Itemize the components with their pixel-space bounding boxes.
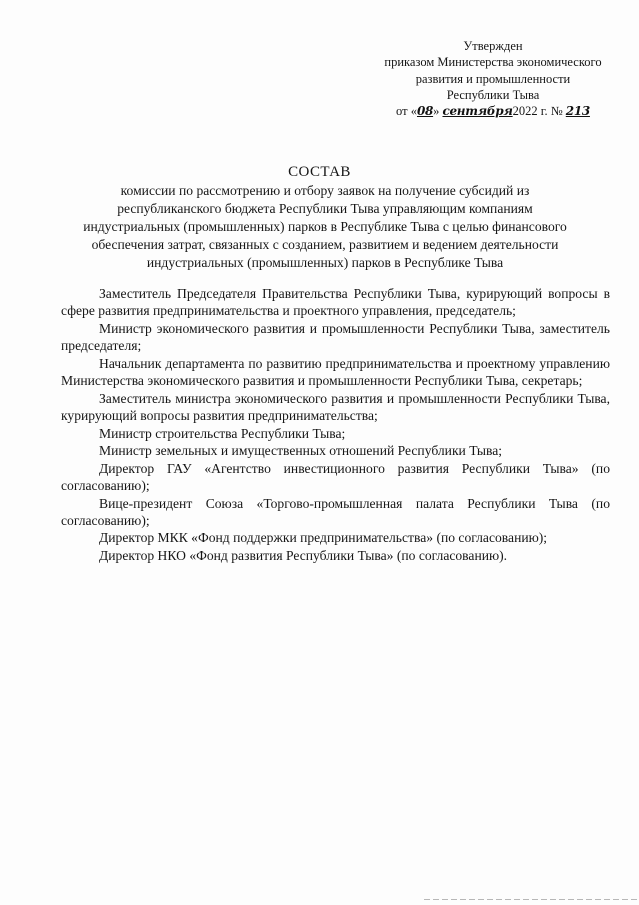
commission-members-list xyxy=(61,285,610,564)
subtitle-line: индустриальных (промышленных) парков в Республике Тыва с целью финансового xyxy=(83,219,567,234)
handwritten-day: 08 xyxy=(416,104,434,119)
approval-block xyxy=(360,38,626,119)
member-deputy-minister: Заместитель министра экономического развития и промышленности Республики Тыва, курирующий вопросы развития предпринимательства; xyxy=(61,390,610,424)
subtitle-line: обеспечения затрат, связанных с созданием, развитием и ведением деятельности xyxy=(91,237,559,252)
subtitle-line: республиканского бюджета Республики Тыва управляющим компаниям xyxy=(117,201,533,216)
scan-artifact-line xyxy=(424,899,639,900)
member-deputy-chairman: Министр экономического развития и промышленности Республики Тыва, заместитель председателя; xyxy=(61,320,610,354)
date-prefix: от « xyxy=(396,104,417,119)
subtitle-line: комиссии по рассмотрению и отбору заявок на получение субсидий из xyxy=(120,183,530,198)
approval-date-line xyxy=(360,103,626,119)
member-development-fund-director: Директор НКО «Фонд развития Республики Тыва» (по согласованию). xyxy=(99,547,508,563)
member-chairman: Заместитель Председателя Правительства Республики Тыва, курирующий вопросы в сфере развития предпринимательства и проектного управления, председатель; xyxy=(61,286,610,319)
subtitle-line: индустриальных (промышленных) парков в Республике Тыва xyxy=(146,255,504,270)
year-and-number-label: 2022 г. № xyxy=(512,104,566,119)
handwritten-order-number: 213 xyxy=(565,104,590,119)
document-title: СОСТАВ xyxy=(288,164,351,180)
member-support-fund-director: Директор МКК «Фонд поддержки предпринимательства» (по согласованию); xyxy=(99,530,548,546)
member-chamber-vice-president: Вице-президент Союза «Торгово-промышленная палата Республики Тыва (по согласованию); xyxy=(61,495,610,528)
member-land-minister: Министр земельных и имущественных отношений Республики Тыва; xyxy=(99,443,503,459)
member-secretary: Начальник департамента по развитию предпринимательства и проектному управлению Министерства экономического развития и промышленности Республики Тыва, секретарь; xyxy=(61,355,610,389)
approval-line-3: развития и промышленности xyxy=(415,71,571,86)
approval-line-4: Республики Тыва xyxy=(446,87,540,102)
handwritten-month: сентября xyxy=(442,104,513,119)
member-investment-agency-director: Директор ГАУ «Агентство инвестиционного развития Республики Тыва» (по согласованию); xyxy=(61,460,610,494)
approval-line-2: приказом Министерства экономического xyxy=(384,55,602,70)
date-mid: » xyxy=(433,104,443,119)
document-subtitle xyxy=(40,182,610,272)
member-construction-minister: Министр строительства Республики Тыва; xyxy=(99,425,346,441)
approval-line-1: Утвержден xyxy=(463,39,523,53)
